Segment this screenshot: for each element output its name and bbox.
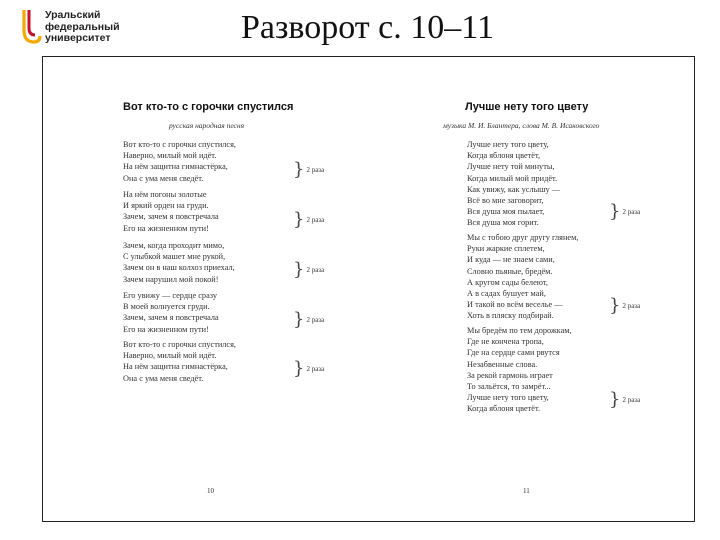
verse-line: Зачем, зачем я повстречала <box>123 212 219 222</box>
left-repeat-3 <box>293 261 324 279</box>
book-spread <box>42 56 695 522</box>
verse-line: Его увижу — сердце сразу <box>123 291 218 300</box>
verse-line: Как увижу, как услышу — <box>467 184 561 194</box>
verse-line: Она с ума меня сведёт. <box>123 373 204 383</box>
logo-line-3: университет <box>45 32 111 44</box>
verse-line: На нём защитна гимнастёрка, <box>123 362 228 372</box>
verse-line: Лучше нету того цвету, <box>467 393 549 403</box>
brace-icon: } <box>293 358 305 379</box>
right-song-subtitle: музыка М. И. Блантера, слова М. В. Исаковского <box>443 121 600 130</box>
verse-line: Наверно, милый мой идёт. <box>123 351 217 361</box>
brace-icon: } <box>293 159 305 180</box>
logo-line-1: Уральский <box>45 9 101 21</box>
page-number-left: 10 <box>207 487 214 495</box>
verse-line: Когда яблоня цветёт, <box>467 151 541 161</box>
verse-line: Когда яблоня цветёт. <box>467 404 541 414</box>
brace-icon: } <box>293 209 305 230</box>
left-page <box>123 57 393 521</box>
page-number-right: 11 <box>523 487 530 495</box>
brace-icon: } <box>609 295 621 316</box>
left-stanza-3 <box>123 240 235 285</box>
verse-line: Где на сердце сами рвутся <box>467 348 560 358</box>
verse-line: Мы бредём по тем дорожкам, <box>467 326 572 335</box>
right-song-title: Лучше нету того цвету <box>465 101 589 113</box>
verse-line: Словно пьяные, бредём. <box>467 266 553 276</box>
verse-line: А в садах бушует май, <box>467 289 546 299</box>
brace-icon: } <box>609 201 621 222</box>
verse-line: То зальётся, то замрёт... <box>467 382 551 392</box>
verse-line: Вся душа моя пылает, <box>467 207 545 217</box>
verse-line: Руки жаркие сплетем, <box>467 244 545 254</box>
right-stanza-2 <box>467 232 578 322</box>
verse-line: Где не кончена тропа, <box>467 337 544 347</box>
verse-line: Хоть в пляску подбирай. <box>467 311 554 321</box>
left-repeat-1 <box>293 161 324 179</box>
verse-line: Мы с тобою друг другу глянем, <box>467 233 579 242</box>
verse-line: Всё во мне заговорит, <box>467 196 544 206</box>
repeat-label: 2 раза <box>306 216 325 224</box>
verse-line: Когда милый мой придёт. <box>467 173 558 183</box>
verse-line: И куда — не знаем сами, <box>467 255 555 265</box>
verse-line: С улыбкой машет мне рукой, <box>123 252 226 262</box>
logo-wordmark <box>45 10 120 45</box>
right-stanza-3 <box>467 325 572 415</box>
verse-line: Незабвенные слова. <box>467 359 538 369</box>
verse-line: В моей волнуется груди. <box>123 302 210 312</box>
brace-icon: } <box>609 389 621 410</box>
verse-line: Зачем он в наш колхоз приехал, <box>123 263 235 273</box>
verse-line: Наверно, милый мой идёт. <box>123 151 217 161</box>
verse-line: Вся душа моя горит. <box>467 218 539 228</box>
verse-line: А кругом сады белеют, <box>467 277 548 287</box>
left-song-title: Вот кто-то с горочки спустился <box>123 101 294 113</box>
left-song-subtitle: русская народная песня <box>169 121 245 130</box>
brace-icon: } <box>293 259 305 280</box>
verse-line: Зачем нарушил мой покой! <box>123 274 219 284</box>
repeat-label: 2 раза <box>306 166 325 174</box>
brace-icon: } <box>293 309 305 330</box>
repeat-label: 2 раза <box>306 316 325 324</box>
right-repeat-3 <box>609 391 640 409</box>
left-stanza-2 <box>123 189 219 234</box>
left-stanza-5 <box>123 339 236 384</box>
verse-line: Его на жизненном пути! <box>123 223 209 233</box>
repeat-label: 2 раза <box>306 365 325 373</box>
verse-line: На нём погоны золотые <box>123 190 207 199</box>
verse-line: Зачем, зачем я повстречала <box>123 313 219 323</box>
verse-line: За рекой гармонь играет <box>467 370 553 380</box>
repeat-label: 2 раза <box>622 208 641 216</box>
logo-line-2: федеральный <box>45 20 120 33</box>
left-stanza-4 <box>123 290 219 335</box>
verse-line: Зачем, когда проходит мимо, <box>123 241 225 250</box>
verse-line: Его на жизненном пути! <box>123 324 209 334</box>
verse-line: Вот кто-то с горочки спустился, <box>123 340 236 349</box>
repeat-label: 2 раза <box>306 266 325 274</box>
right-page <box>443 57 683 521</box>
repeat-label: 2 раза <box>622 396 641 404</box>
repeat-label: 2 раза <box>622 302 641 310</box>
verse-line: Вот кто-то с горочки спустился, <box>123 140 236 149</box>
left-stanza-1 <box>123 139 236 184</box>
left-repeat-5 <box>293 360 324 378</box>
left-repeat-2 <box>293 211 324 229</box>
verse-line: На нём защитна гимнастёрка, <box>123 162 228 172</box>
verse-line: Лучше нету той минуты, <box>467 162 555 172</box>
verse-line: И яркий орден на груди. <box>123 201 209 211</box>
verse-line: И такой во всём веселье — <box>467 300 563 310</box>
urfu-logo <box>22 8 122 48</box>
slide-title: Разворот с. 10–11 <box>241 9 494 46</box>
right-stanza-1 <box>467 139 560 229</box>
verse-line: Она с ума меня сведёт. <box>123 173 204 183</box>
right-repeat-1 <box>609 203 640 221</box>
verse-line: Лучше нету того цвету, <box>467 140 549 149</box>
urfu-logo-icon <box>22 8 42 46</box>
right-repeat-2 <box>609 297 640 315</box>
left-repeat-4 <box>293 311 324 329</box>
